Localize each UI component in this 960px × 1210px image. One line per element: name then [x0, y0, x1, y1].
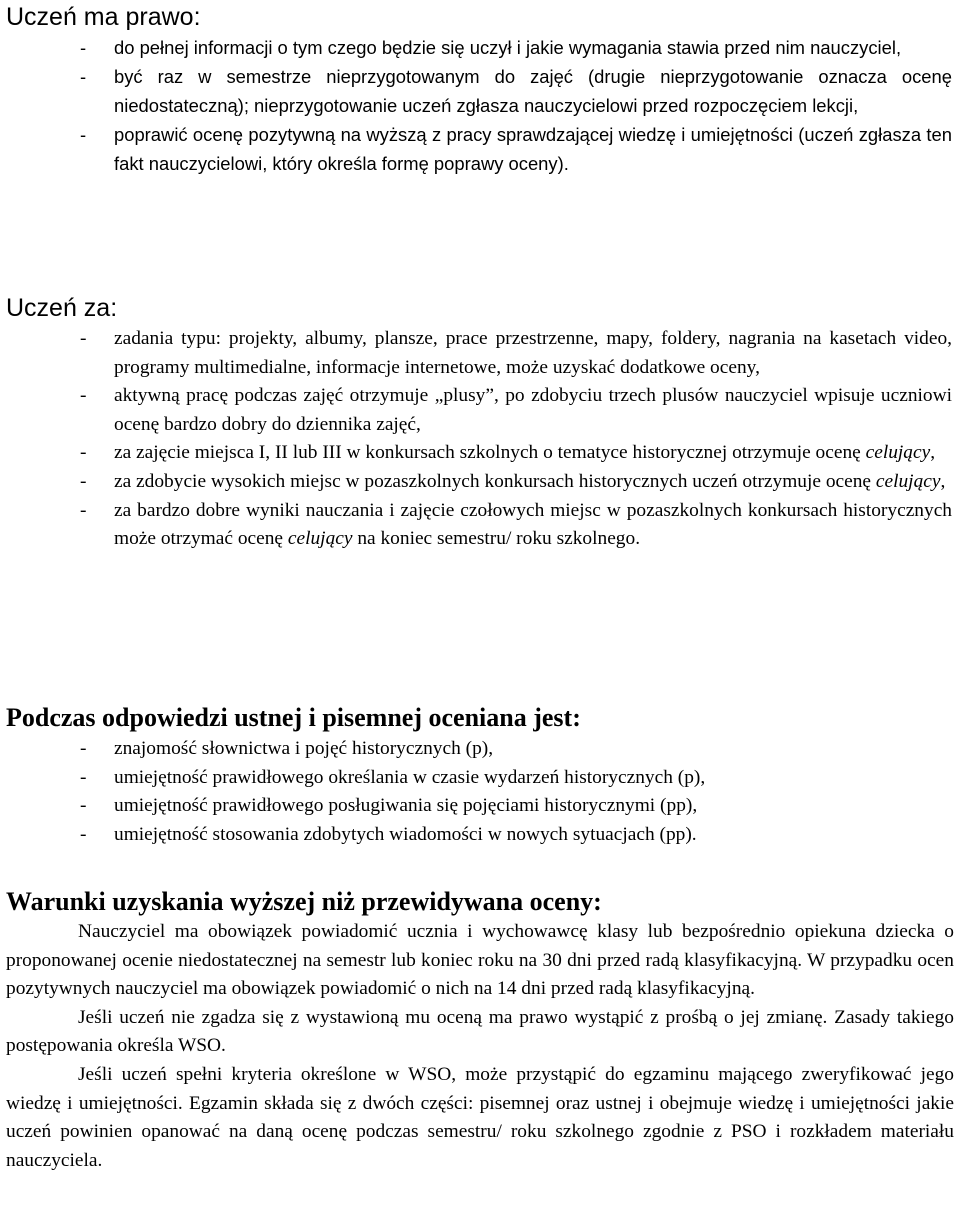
list-marker: -: [80, 37, 87, 58]
list-marker: -: [80, 66, 87, 87]
list-marker: -: [80, 470, 87, 492]
grade-italic: celujący: [865, 442, 931, 464]
list-marker: -: [80, 823, 87, 845]
list-item: - do pełnej informacji o tym czego będzie się uczył i jakie wymagania stawia przed nim nauczyciel,: [0, 33, 952, 62]
list-item: - poprawić ocenę pozytywną na wyższą z pracy sprawdzającej wiedzę i umiejętności (uczeń zgłasza ten fakt nauczycielowi, który określa formę poprawy oceny).: [0, 120, 952, 178]
assessment-list: [0, 735, 952, 849]
list-item: - być raz w semestrze nieprzygotowanym do zajęć (drugie nieprzygotowanie oznacza ocenę niedostateczną); nieprzygotowanie uczeń zgłasza nauczycielowi przed rozpoczęciem lekcji,: [0, 62, 952, 120]
list-item: - zadania typu: projekty, albumy, plansze, prace przestrzenne, mapy, foldery, nagrania na kasetach video, programy multimedialne, informacje internetowe, może uzyskać dodatkowe oceny,: [0, 325, 952, 382]
list-item: - za zajęcie miejsca I, II lub III w konkursach szkolnych o tematyce historycznej otrzymuje ocenę celujący,: [0, 439, 952, 468]
paragraph: Jeśli uczeń spełni kryteria określone w WSO, może przystąpić do egzaminu mającego zweryfikować jego wiedzę i umiejętności. Egzamin składa się z dwóch części: pisemnej oraz ustnej i obejmuje wiedzę i umiejętności jakie uczeń powinien opanować na daną ocenę podczas semestru/ roku szkolnego zgodnie z PSO i rozkładem materiału nauczyciela.: [6, 1063, 954, 1171]
list-item: - za bardzo dobre wyniki nauczania i zajęcie czołowych miejsc w pozaszkolnych konkursach historycznych może otrzymać ocenę celujący na koniec semestru/ roku szkolnego.: [0, 497, 952, 554]
section-heading-rights: Uczeń ma prawo:: [6, 3, 201, 31]
list-item: - aktywną pracę podczas zajęć otrzymuje „plusy”, po zdobyciu trzech plusów nauczyciel wpisuje uczniowi ocenę bardzo dobry do dziennika zajęć,: [0, 382, 952, 439]
list-marker: -: [80, 328, 87, 349]
list-item: - za zdobycie wysokich miejsc w pozaszkolnych konkursach historycznych uczeń otrzymuje ocenę celujący,: [0, 468, 952, 497]
section-heading-rewards: Uczeń za:: [6, 294, 118, 322]
list-marker: -: [80, 766, 87, 788]
paragraph: Nauczyciel ma obowiązek powiadomić ucznia i wychowawcę klasy lub bezpośrednio opiekuna dziecka o proponowanej ocenie niedostatecznej na semestr lub koniec roku na 30 dni przed radą klasyfikacyjną. W przypadku ocen pozytywnych nauczyciel ma obowiązek powiadomić o nich na 14 dni przed radą klasyfikacyjną.: [6, 921, 954, 1000]
grade-italic: celujący: [287, 528, 353, 550]
rights-list: [0, 33, 952, 178]
list-item: - umiejętność stosowania zdobytych wiadomości w nowych sytuacjach (pp).: [0, 821, 952, 850]
section-heading-assessment: Podczas odpowiedzi ustnej i pisemnej oceniana jest:: [6, 703, 581, 732]
conditions-text: [6, 918, 954, 1175]
section-heading-conditions: Warunki uzyskania wyższej niż przewidywana oceny:: [6, 887, 602, 916]
list-item: - umiejętność prawidłowego określania w czasie wydarzeń historycznych (p),: [0, 764, 952, 793]
paragraph: Jeśli uczeń nie zgadza się z wystawioną mu oceną ma prawo wystąpić z prośbą o jej zmianę. Zasady takiego postępowania określa WSO.: [6, 1006, 954, 1057]
list-marker: -: [80, 795, 87, 817]
list-marker: -: [80, 124, 87, 145]
rewards-list: [0, 325, 952, 554]
list-marker: -: [80, 385, 87, 407]
list-item: - znajomość słownictwa i pojęć historycznych (p),: [0, 735, 952, 764]
list-marker: -: [80, 738, 87, 759]
list-marker: -: [80, 499, 87, 521]
list-marker: -: [80, 442, 87, 464]
list-item: - umiejętność prawidłowego posługiwania się pojęciami historycznymi (pp),: [0, 792, 952, 821]
grade-italic: celujący: [875, 470, 941, 492]
